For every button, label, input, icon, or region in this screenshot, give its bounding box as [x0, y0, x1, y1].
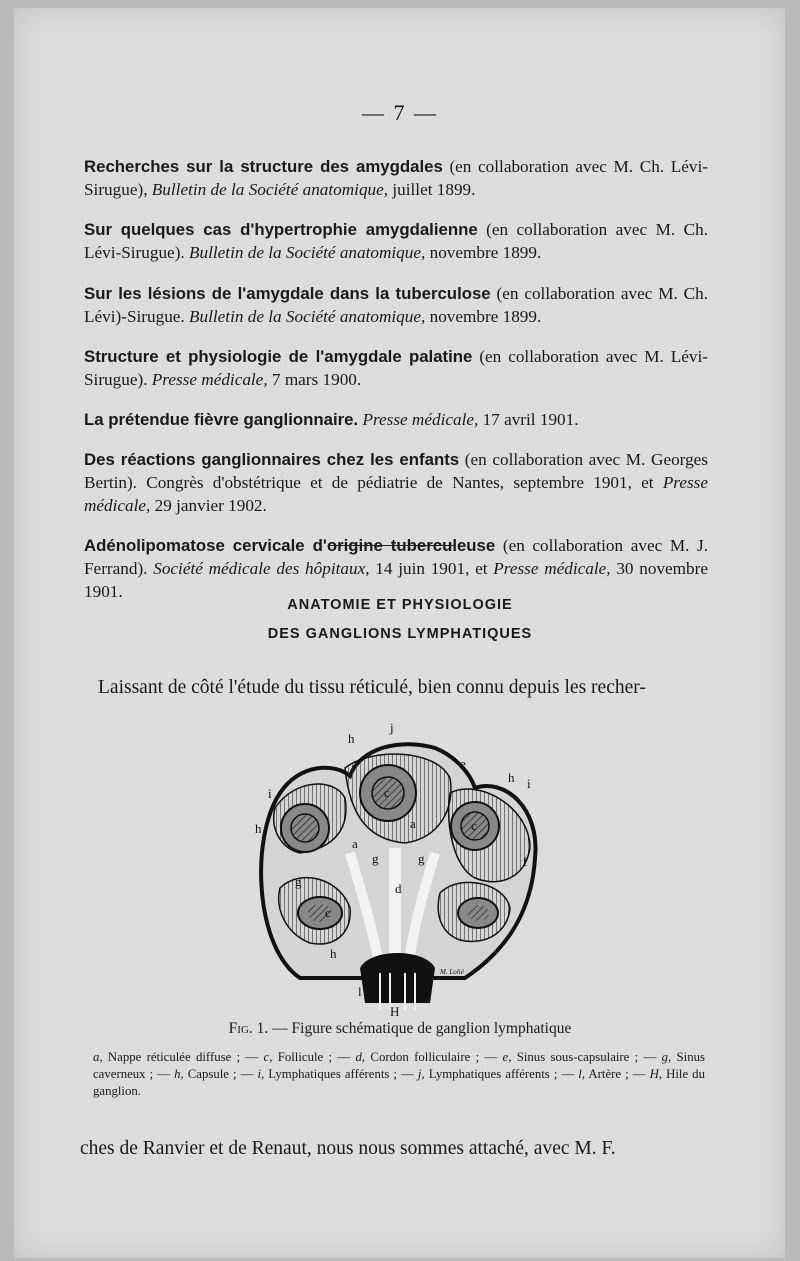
legend-letter: l: [578, 1067, 582, 1081]
label-g: g: [372, 851, 379, 866]
label-h-lower: h: [330, 946, 337, 961]
section-divider: [330, 545, 455, 546]
legend-text: , Sinus caverneux ; —: [93, 1050, 706, 1081]
figure-caption-label: Fig. 1.: [228, 1020, 269, 1037]
label-f: f: [523, 854, 528, 869]
legend-text: , Artère ; —: [581, 1067, 650, 1081]
bibliography-entry: [84, 345, 708, 391]
entry-text: (en collaboration avec M. Ch. Lévi)-Sirugue.: [84, 283, 708, 326]
figure-caption: [0, 1020, 800, 1038]
lymph-node-diagram: [240, 718, 550, 1018]
legend-letter: h: [174, 1067, 181, 1081]
label-h-left: h: [255, 821, 262, 836]
entry-journal: Presse médicale,: [362, 409, 479, 429]
entry-date: 29 janvier 1902.: [150, 496, 267, 516]
entry-title: Sur quelques cas d'hypertrophie amygdalienne: [84, 220, 478, 240]
entry-date: 7 mars 1900.: [267, 369, 362, 389]
label-e: e: [460, 756, 466, 771]
bibliography-entry: [84, 155, 708, 201]
entry-title: Structure et physiologie de l'amygdale palatine: [84, 346, 473, 366]
entry-text: (en collaboration avec M. Ch. Lévi-Sirugue).: [84, 220, 708, 263]
label-g-lower: g: [295, 874, 302, 889]
entry-text: (en collaboration avec M. Lévi-Sirugue).: [84, 346, 708, 389]
entry-date: , novembre 1899.: [421, 306, 542, 326]
legend-text: , Capsule ; —: [180, 1067, 258, 1081]
section-title: ANATOMIE ET PHYSIOLOGIE: [287, 597, 513, 613]
legend-text: , Lymphatiques afférents ; —: [261, 1067, 418, 1081]
entry-journal: Société médicale des hôpitaux,: [153, 559, 370, 579]
entry-date: 14 juin 1901, et: [369, 559, 494, 579]
label-i-left: i: [268, 786, 272, 801]
entry-journal: Presse médicale,: [84, 473, 708, 516]
entry-date: , novembre 1899.: [421, 243, 542, 263]
label-l: l: [358, 984, 362, 999]
label-j: j: [390, 720, 394, 735]
entry-text: (en collaboration avec M. Ch. Lévi-Sirugue),: [84, 157, 708, 200]
label-h-right: h: [508, 770, 515, 785]
label-a: a: [410, 816, 416, 831]
section-subtitle: DES GANGLIONS LYMPHATIQUES: [267, 626, 533, 642]
figure-legend: [93, 1049, 705, 1100]
entry-title: Sur les lésions de l'amygdale dans la tuberculose: [84, 283, 491, 303]
legend-letter: e: [502, 1050, 509, 1064]
entry-journal: Presse médicale,: [151, 369, 268, 389]
bibliography-list: [84, 138, 708, 609]
legend-letter: c: [263, 1050, 270, 1064]
legend-letter: g: [661, 1050, 669, 1064]
legend-text: , Follicule ; —: [269, 1050, 356, 1064]
label-c-right: c: [471, 818, 477, 833]
legend-letter: d: [355, 1050, 362, 1064]
label-d: d: [395, 881, 402, 896]
body-paragraph-continuation: ches de Ranvier et de Renaut, nous nous sommes attaché, avec M. F.: [80, 1138, 616, 1159]
entry-date: 17 avril 1901.: [478, 409, 579, 429]
label-h: h: [348, 731, 355, 746]
label-i-right: i: [527, 776, 531, 791]
label-c: c: [384, 785, 390, 800]
legend-letter: i: [257, 1067, 262, 1081]
legend-text: , Cordon folliculaire ; —: [361, 1050, 503, 1064]
entry-title: La prétendue fièvre ganglionnaire.: [84, 409, 359, 429]
bibliography-entry: [84, 448, 708, 517]
follicle-bottom-right-center: [467, 905, 489, 921]
legend-text: , Lymphatiques afférents ; —: [421, 1067, 579, 1081]
legend-letter: H: [649, 1067, 659, 1081]
entry-date: 30 novembre 1901.: [84, 559, 708, 602]
entry-text: (en collaboration avec M. Georges Bertin). Congrès d'obstétrique et de pédiatrie de Nantes, septembre 1901, et: [84, 450, 708, 493]
entry-journal: Presse médicale,: [493, 559, 611, 579]
entry-journal: Bulletin de la Société anatomique: [189, 306, 421, 326]
figure-caption-text: — Figure schématique de ganglion lymphatique: [268, 1020, 572, 1037]
entry-journal: Bulletin de la Société anatomique: [151, 180, 384, 200]
bibliography-entry: [84, 408, 708, 431]
entry-title: Des réactions ganglionnaires chez les enfants: [84, 450, 460, 470]
follicle-left-center: [291, 814, 319, 842]
legend-text: , Nappe réticulée diffuse ; —: [99, 1050, 264, 1064]
entry-title: Recherches sur la structure des amygdales: [84, 157, 443, 177]
bibliography-entry: [84, 282, 708, 328]
body-paragraph-start: Laissant de côté l'étude du tissu réticulé, bien connu depuis les recher-: [98, 677, 646, 698]
bibliography-entry: [84, 218, 708, 264]
artist-signature: M. Lolié: [440, 968, 464, 976]
label-c-lower: c: [325, 905, 331, 920]
legend-text: , Hile du ganglion.: [93, 1067, 705, 1098]
entry-title: Adénolipomatose cervicale d'origine tuberculeuse: [84, 536, 496, 556]
entry-date: , juillet 1899.: [383, 180, 476, 200]
label-j-lower: j: [372, 988, 376, 1003]
legend-text: , Sinus sous-capsulaire ; —: [508, 1050, 662, 1064]
page-number: — 7 —: [362, 100, 438, 125]
entry-journal: Bulletin de la Société anatomique: [189, 243, 421, 263]
label-a-left: a: [352, 836, 358, 851]
label-H: H: [390, 1004, 400, 1018]
legend-letter: a: [93, 1050, 100, 1064]
entry-text: (en collaboration avec M. J. Ferrand).: [84, 536, 708, 579]
legend-letter: j: [417, 1067, 422, 1081]
label-g-right: g: [418, 851, 425, 866]
